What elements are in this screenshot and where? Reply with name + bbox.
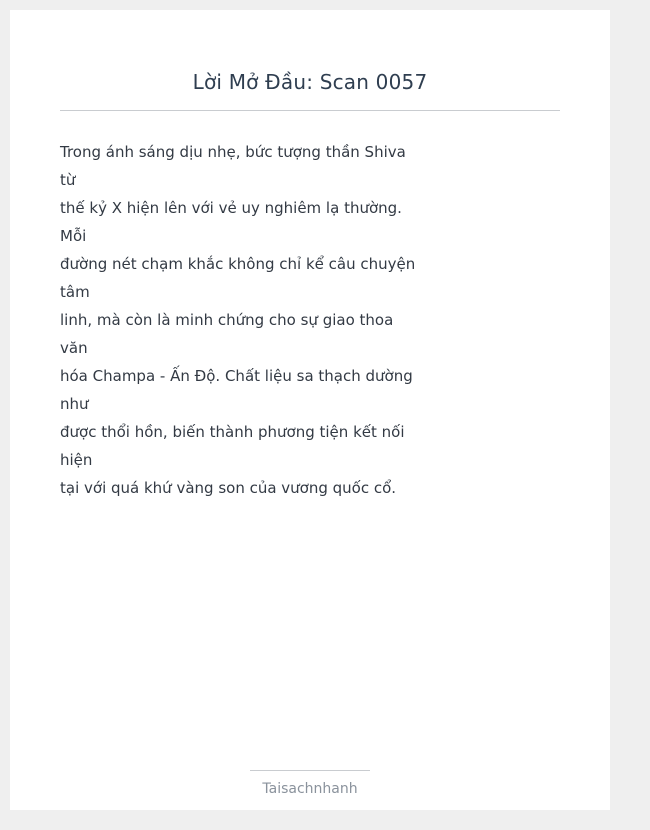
body-line: văn (60, 339, 88, 357)
body-line: từ (60, 171, 76, 189)
body-line: được thổi hồn, biến thành phương tiện kết nối (60, 423, 405, 441)
body-line: hóa Champa - Ấn Độ. Chất liệu sa thạch dường (60, 367, 413, 385)
body-line: tại với quá khứ vàng son của vương quốc cổ. (60, 479, 397, 497)
body-line: như (60, 395, 89, 413)
body-line: tâm (60, 283, 90, 301)
body-line: đường nét chạm khắc không chỉ kể câu chuyện (60, 255, 416, 273)
body-line: Trong ánh sáng dịu nhẹ, bức tượng thần Shiva (60, 143, 406, 161)
body-paragraph (60, 138, 416, 502)
body-line: hiện (60, 451, 93, 469)
footer-divider (250, 770, 370, 771)
page-title: Lời Mở Đầu: Scan 0057 (192, 70, 428, 94)
body-line: linh, mà còn là minh chứng cho sự giao thoa (60, 311, 394, 329)
footer-text: Taisachnhanh (262, 781, 358, 797)
document-page (10, 10, 610, 810)
body-line: thế kỷ X hiện lên với vẻ uy nghiêm lạ thường. (60, 199, 402, 217)
title-divider (60, 110, 560, 111)
body-line: Mỗi (60, 227, 87, 245)
